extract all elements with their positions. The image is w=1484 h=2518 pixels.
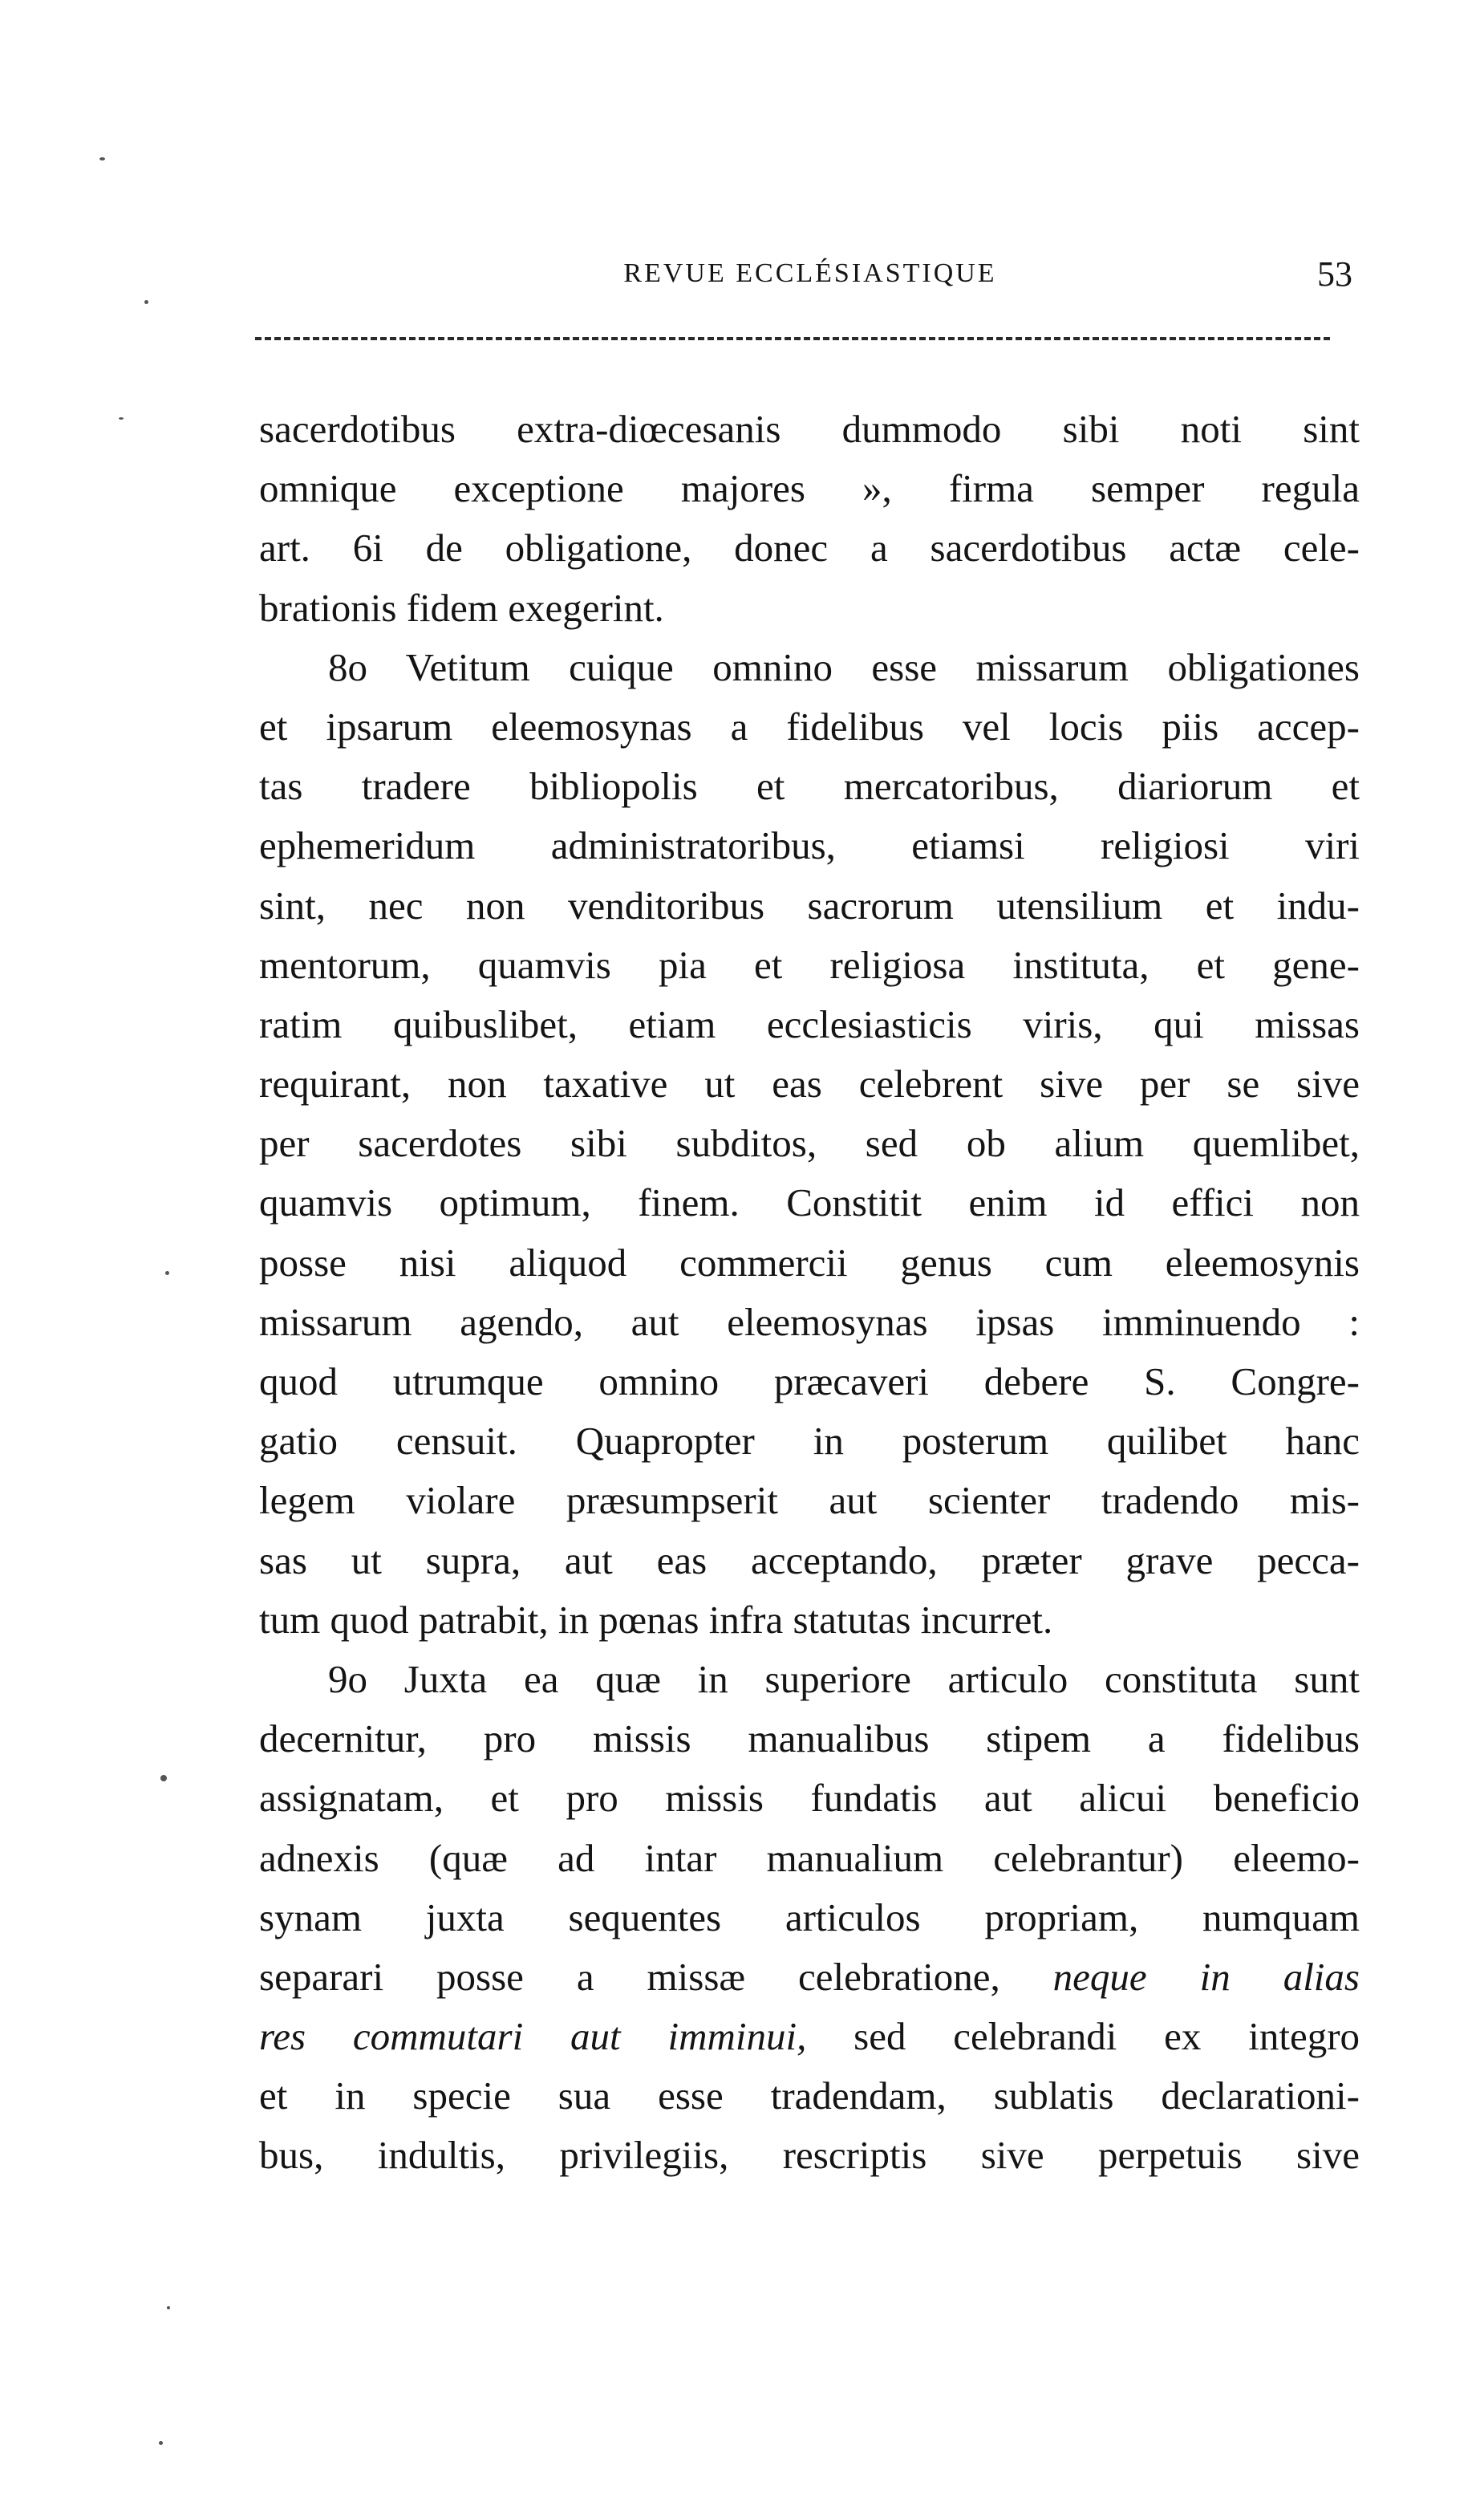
text-line: quod utrumque omnino præcaveri debere S. Congre-	[259, 1359, 1360, 1403]
page-header	[257, 254, 1364, 307]
text-line: decernitur, pro missis manualibus stipem a fidelibus	[259, 1716, 1360, 1761]
text-line: requirant, non taxative ut eas celebrent sive per se sive	[259, 1062, 1360, 1107]
scan-speck	[167, 2306, 170, 2309]
text-segment: separari posse a missæ celebratione,	[259, 1954, 1000, 1999]
scan-speck	[99, 157, 105, 160]
italic-segment: res commutari aut imminui,	[259, 2014, 807, 2059]
text-line: et ipsarum eleemosynas a fidelibus vel locis piis accep-	[259, 704, 1360, 749]
text-line: sacerdotibus extra-diœcesanis dummodo sibi noti sint	[259, 407, 1360, 451]
text-line: art. 6i de obligatione, donec a sacerdotibus actæ cele-	[259, 526, 1360, 571]
text-line: sas ut supra, aut eas acceptando, præter grave pecca-	[259, 1537, 1360, 1582]
text-line: synam juxta sequentes articulos propriam, numquam	[259, 1895, 1360, 1939]
scan-speck	[119, 417, 124, 420]
text-line: posse nisi aliquod commercii genus cum eleemosynis	[259, 1240, 1360, 1285]
scan-speck	[165, 1271, 169, 1275]
text-line: missarum agendo, aut eleemosynas ipsas imminuendo :	[259, 1299, 1360, 1344]
text-line: assignatam, et pro missis fundatis aut alicui beneficio	[259, 1776, 1360, 1821]
text-line: omnique exceptione majores », firma semper regula	[259, 466, 1360, 511]
text-line: sint, nec non venditoribus sacrorum utensilium et indu-	[259, 883, 1360, 928]
text-line: brationis fidem exegerint.	[259, 585, 664, 630]
text-line: quamvis optimum, finem. Constitit enim id effici non	[259, 1180, 1360, 1225]
body-text	[259, 400, 1360, 2186]
text-line: ephemeridum administratoribus, etiamsi religiosi viri	[259, 823, 1360, 868]
text-segment: sed celebrandi ex integro	[854, 2014, 1360, 2059]
running-title: REVUE ECCLÉSIASTIQUE	[623, 258, 997, 288]
text-line: mentorum, quamvis pia et religiosa instituta, et gene-	[259, 942, 1360, 987]
mixed-italic-line	[259, 1947, 1360, 2007]
text-line: tas tradere bibliopolis et mercatoribus, diariorum et	[259, 764, 1360, 809]
text-line: per sacerdotes sibi subditos, sed ob alium quemlibet,	[259, 1121, 1360, 1166]
scan-speck	[144, 300, 148, 304]
text-line: tum quod patrabit, in pœnas infra statutas incurret.	[259, 1597, 1053, 1642]
text-line: gatio censuit. Quapropter in posterum quilibet hanc	[259, 1419, 1360, 1464]
header-rule	[255, 337, 1330, 340]
text-line: adnexis (quæ ad intar manualium celebrantur) eleemo-	[259, 1835, 1360, 1880]
paragraph-start-line: 8o Vetitum cuique omnino esse missarum obligationes	[328, 644, 1360, 689]
text-line: bus, indultis, privilegiis, rescriptis sive perpetuis sive	[259, 2133, 1360, 2178]
text-line: legem violare præsumpserit aut scienter tradendo mis-	[259, 1478, 1360, 1523]
mixed-italic-line	[259, 2007, 1360, 2066]
scan-speck	[159, 2441, 163, 2445]
text-line: et in specie sua esse tradendam, sublatis declarationi-	[259, 2073, 1360, 2118]
scan-speck	[160, 1775, 167, 1781]
paragraph-start-line: 9o Juxta ea quæ in superiore articulo constituta sunt	[328, 1656, 1360, 1701]
page-number: 53	[1317, 254, 1352, 294]
italic-segment: neque in alias	[1052, 1954, 1360, 1999]
text-line: ratim quibuslibet, etiam ecclesiasticis viris, qui missas	[259, 1001, 1360, 1046]
